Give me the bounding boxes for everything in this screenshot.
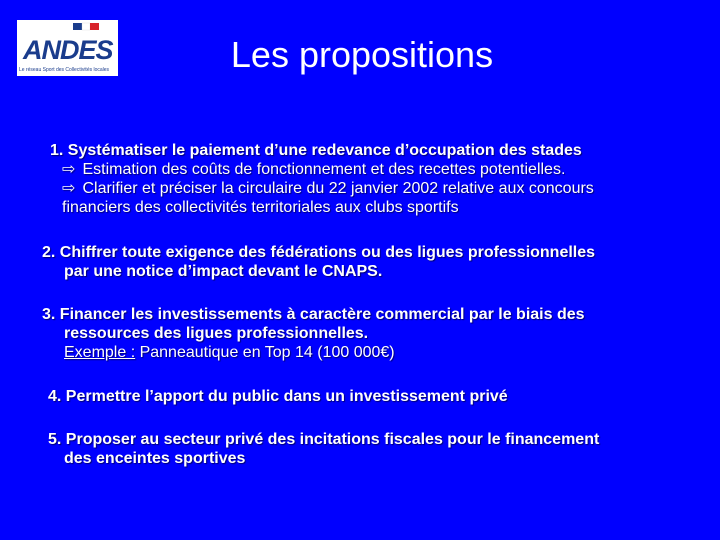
proposition-1 [50,141,594,217]
proposition-2-line-1 [42,243,595,262]
proposition-3-example [42,343,585,362]
proposition-5 [48,430,599,468]
proposition-4 [48,387,508,406]
example-text: Panneautique en Top 14 (100 000€) [135,344,395,361]
svg-text:ANDES: ANDES [23,35,113,65]
proposition-3-line-1 [42,305,585,324]
proposition-2-number: 2. [42,244,56,261]
proposition-5-text-line-2: des enceintes sportives [64,450,246,467]
arrow-right-icon: ⇨ [62,180,76,197]
proposition-5-line-1 [48,430,599,449]
proposition-1-number: 1. [50,142,64,159]
proposition-3-text-line-1: Financer les investissements à caractère commercial par le biais des [59,306,585,323]
arrow-right-icon: ⇨ [62,161,76,178]
proposition-3-text-line-2: ressources des ligues professionnelles. [64,325,369,342]
proposition-2 [42,243,595,281]
proposition-1-sub-2-continuation: financiers des collectivités territoriales aux clubs sportifs [62,199,459,216]
proposition-3 [42,305,585,362]
example-label: Exemple : [64,344,136,361]
proposition-1-text: Systématiser le paiement d’une redevance d’occupation des stades [67,142,582,159]
proposition-1-line [50,141,594,160]
proposition-1-sub-1 [50,160,594,179]
proposition-5-text-line-1: Proposer au secteur privé des incitations fiscales pour le financement [65,431,600,448]
proposition-4-number: 4. [48,388,62,405]
logo-tagline: Le réseau Sport des Collectivités locales [19,67,110,73]
proposition-4-text: Permettre l’apport du public dans un investissement privé [65,388,508,405]
proposition-1-sub-2-text: Clarifier et préciser la circulaire du 22 janvier 2002 relative aux concours [82,180,594,197]
page-title: Les propositions [230,34,494,75]
proposition-3-number: 3. [42,306,56,323]
proposition-1-sub-1-text: Estimation des coûts de fonctionnement et des recettes potentielles. [82,161,566,178]
proposition-2-text-line-2: par une notice d’impact devant le CNAPS. [64,263,383,280]
proposition-2-text-line-1: Chiffrer toute exigence des fédérations ou des ligues professionnelles [59,244,596,261]
proposition-1-sub-2 [50,179,594,198]
proposition-5-number: 5. [48,431,62,448]
